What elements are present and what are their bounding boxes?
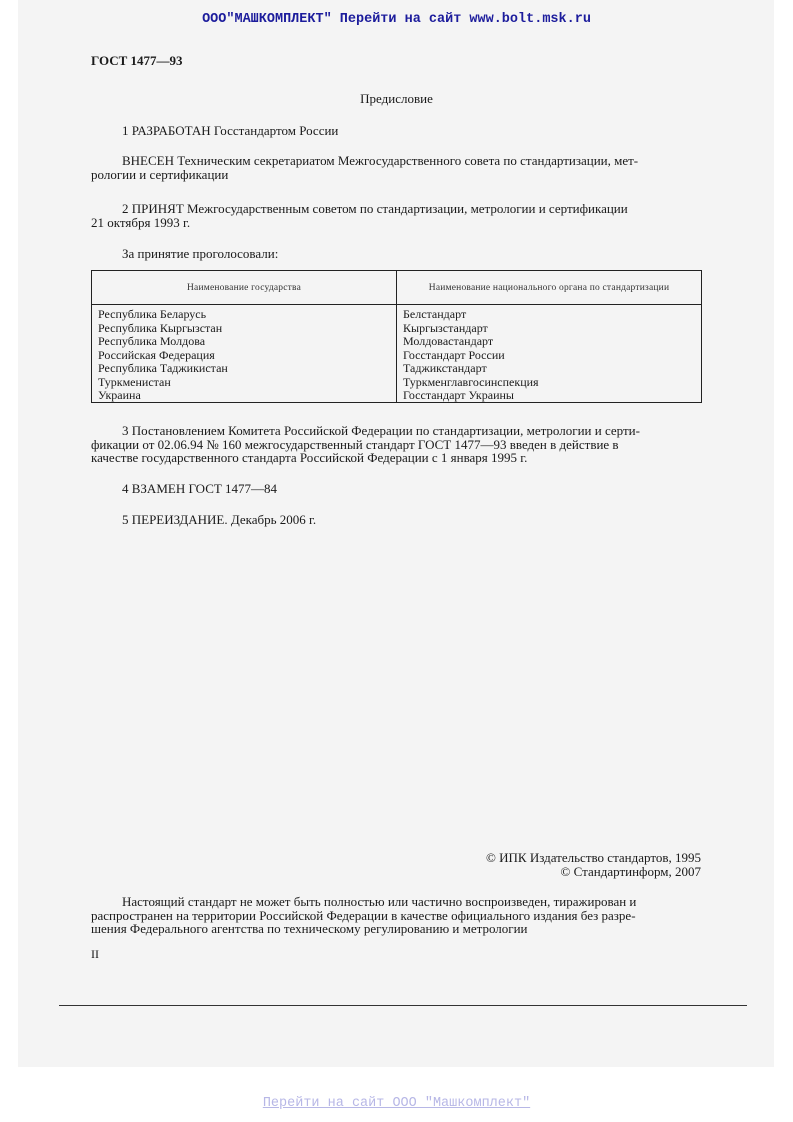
table-header-body: Наименование национального органа по стандартизации	[428, 282, 670, 293]
voted-label-text: За принятие проголосовали:	[122, 246, 279, 261]
item-introduced	[91, 154, 702, 181]
table-cell-state: Украина	[98, 388, 141, 402]
table-header-state: Наименование государства	[92, 271, 397, 304]
page-title: Предисловие	[360, 91, 433, 106]
table-cell-body: Таджикстандарт	[403, 361, 487, 375]
item-adopted	[91, 202, 702, 229]
copyright-line-2: © Стандартинформ, 2007	[560, 863, 701, 879]
document-code: ГОСТ 1477—93	[91, 53, 183, 68]
table-cell-state: Республика Кыргызстан	[98, 320, 223, 335]
adopted-line-2: 21 октября 1993 г.	[91, 214, 191, 230]
resolution-line-2: фикации от 02.06.94 № 160 межгосударственный стандарт ГОСТ 1477—93 введен в действие в	[91, 436, 619, 452]
item-replaces	[91, 482, 702, 496]
item-replaces-text: 4 ВЗАМЕН ГОСТ 1477—84	[122, 481, 278, 496]
bottom-site-link[interactable]: Перейти на сайт ООО "Машкомплект"	[262, 1096, 531, 1111]
notice-line-1: Настоящий стандарт не может быть полностью или частично воспроизведен, тиражирован и	[122, 894, 637, 909]
table-cell-state: Туркменистан	[98, 374, 171, 389]
voted-label	[91, 247, 702, 261]
item-reissue	[91, 513, 702, 527]
table-header	[91, 270, 702, 305]
table-cell-state: Республика Молдова	[98, 334, 206, 348]
introduced-line-1: ВНЕСЕН Техническим секретариатом Межгосударственного совета по стандартизации, мет-	[122, 153, 639, 168]
copyright-line-1: © ИПК Издательство стандартов, 1995	[486, 850, 701, 865]
item-developed	[91, 124, 702, 138]
page-number: II	[91, 947, 99, 961]
reproduction-notice	[91, 895, 702, 936]
item-reissue-text: 5 ПЕРЕИЗДАНИЕ. Декабрь 2006 г.	[122, 512, 317, 527]
table-cell-body: Госстандарт России	[403, 347, 505, 362]
table-cell-body: Туркменглавгосинспекция	[403, 374, 539, 389]
voting-table	[91, 270, 702, 404]
adopted-line-1: 2 ПРИНЯТ Межгосударственным советом по стандартизации, метрологии и сертификации	[122, 201, 628, 216]
table-cell-state: Республика Таджикистан	[98, 361, 228, 375]
table-cell-state: Республика Беларусь	[98, 307, 207, 321]
notice-line-3: шения Федерального агентства по техническому регулированию и метрологии	[91, 921, 528, 936]
top-site-link[interactable]: ООО"МАШКОМПЛЕКТ" Перейти на сайт www.bolt.msk.ru	[202, 12, 591, 27]
resolution-line-3: качестве государственного стандарта Российской Федерации с 1 января 1995 г.	[91, 450, 528, 465]
table-cell-body: Молдовастандарт	[403, 334, 494, 348]
copyright-block	[486, 851, 701, 878]
item-developed-text: 1 РАЗРАБОТАН Госстандартом России	[122, 123, 339, 138]
resolution-line-1: 3 Постановлением Комитета Российской Федерации по стандартизации, метрологии и серти-	[122, 423, 640, 438]
page-divider	[59, 1005, 747, 1006]
table-body	[91, 304, 702, 403]
table-cell-state: Российская Федерация	[98, 347, 215, 362]
bodies-column	[397, 304, 701, 402]
table-cell-body: Госстандарт Украины	[403, 388, 514, 402]
item-resolution	[91, 424, 702, 465]
introduced-line-2: рологии и сертификации	[91, 166, 229, 182]
notice-line-2: распространен на территории Российской Федерации в качестве официального издания без разре-	[91, 907, 636, 923]
table-cell-body: Кыргызстандарт	[403, 320, 488, 335]
states-column	[92, 304, 397, 402]
table-cell-body: Белстандарт	[403, 307, 467, 321]
